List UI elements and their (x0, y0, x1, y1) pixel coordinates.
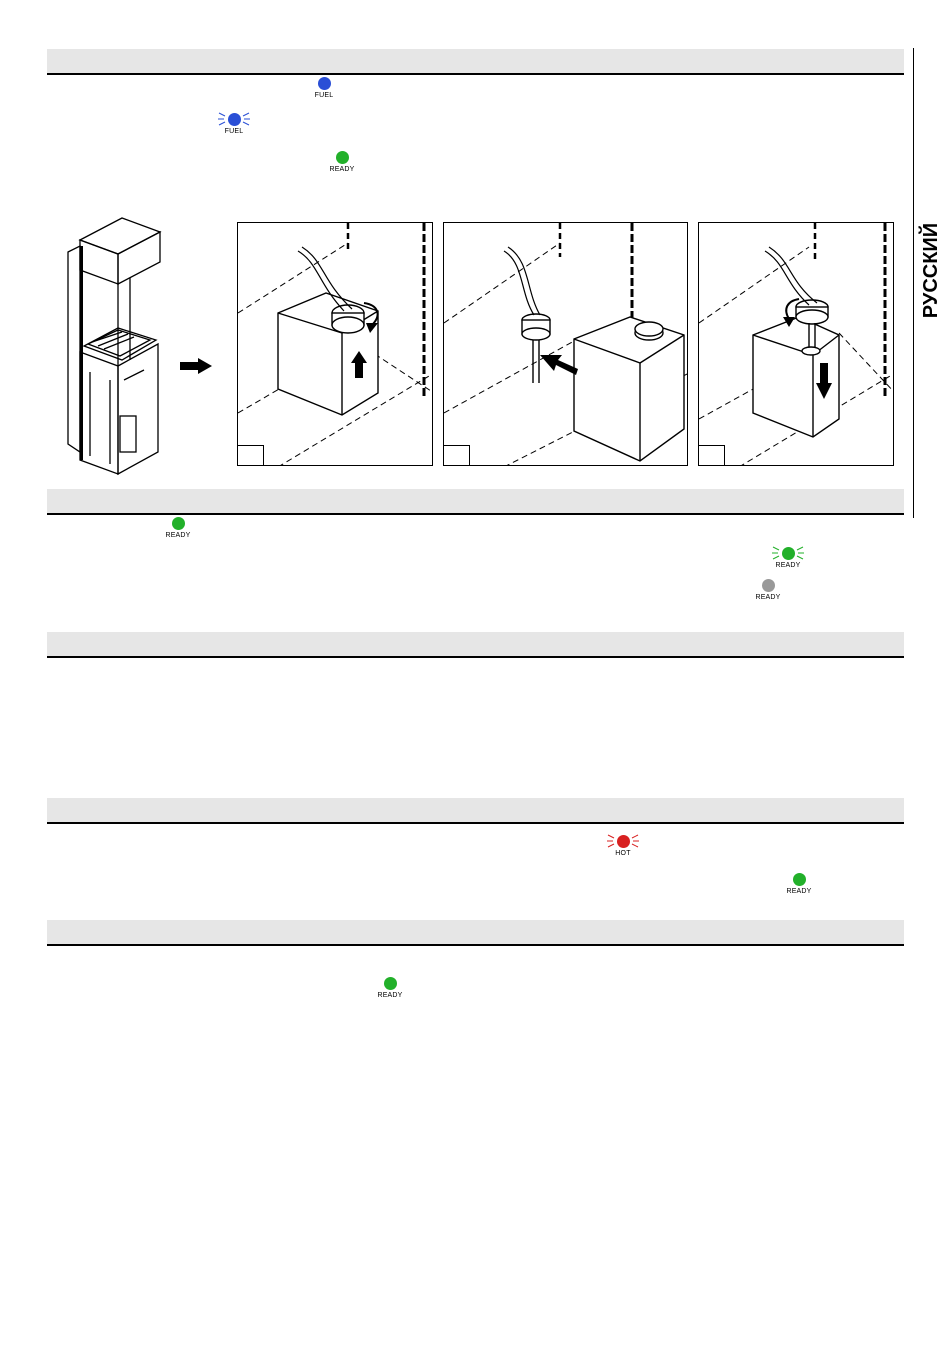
panel-number-box (444, 445, 470, 465)
section-header-5 (47, 920, 904, 946)
fuel-indicator-blinking (214, 112, 254, 136)
panel-number-box (238, 445, 264, 465)
ready-caption: READY (165, 532, 191, 539)
ready-indicator-4 (370, 976, 410, 1000)
ready-caption: READY (377, 992, 403, 999)
ready-indicator-blinking (768, 546, 808, 570)
panel-number-box (699, 445, 725, 465)
fuel-canister-illustration (238, 223, 433, 466)
fuel-lamp-icon (318, 77, 331, 90)
ready-lamp-icon (336, 151, 349, 164)
fuel-indicator-steady (304, 76, 344, 100)
ready-indicator-1 (322, 150, 362, 174)
arrow-right-icon (180, 358, 214, 374)
stove-illustration (60, 212, 170, 482)
section-header-3 (47, 632, 904, 658)
ready-caption: READY (775, 562, 801, 569)
blink-rays-icon (217, 109, 251, 129)
blink-rays-icon (606, 831, 640, 851)
section-header-1 (47, 49, 904, 75)
section-header-4 (47, 798, 904, 824)
ready-indicator-off (748, 578, 788, 602)
ready-caption: READY (329, 166, 355, 173)
ready-lamp-icon (793, 873, 806, 886)
fuel-caption: FUEL (314, 92, 334, 99)
fuel-canister-illustration (444, 223, 688, 466)
hot-indicator-blinking (603, 834, 643, 858)
ready-lamp-off-icon (762, 579, 775, 592)
ready-lamp-icon (384, 977, 397, 990)
section-header-2 (47, 489, 904, 515)
panel-remove-canister (237, 222, 433, 466)
ready-indicator-2 (158, 516, 198, 540)
language-label: РУССКИЙ (920, 222, 943, 318)
fuel-caption: FUEL (224, 128, 244, 135)
panel-pull-canister (443, 222, 688, 466)
hot-caption: HOT (615, 850, 631, 857)
fuel-canister-illustration (699, 223, 894, 466)
ready-caption: READY (786, 888, 812, 895)
panel-insert-canister (698, 222, 894, 466)
blink-rays-icon (771, 543, 805, 563)
ready-caption: READY (755, 594, 781, 601)
language-tab (912, 200, 950, 340)
ready-indicator-3 (779, 872, 819, 896)
ready-lamp-icon (172, 517, 185, 530)
